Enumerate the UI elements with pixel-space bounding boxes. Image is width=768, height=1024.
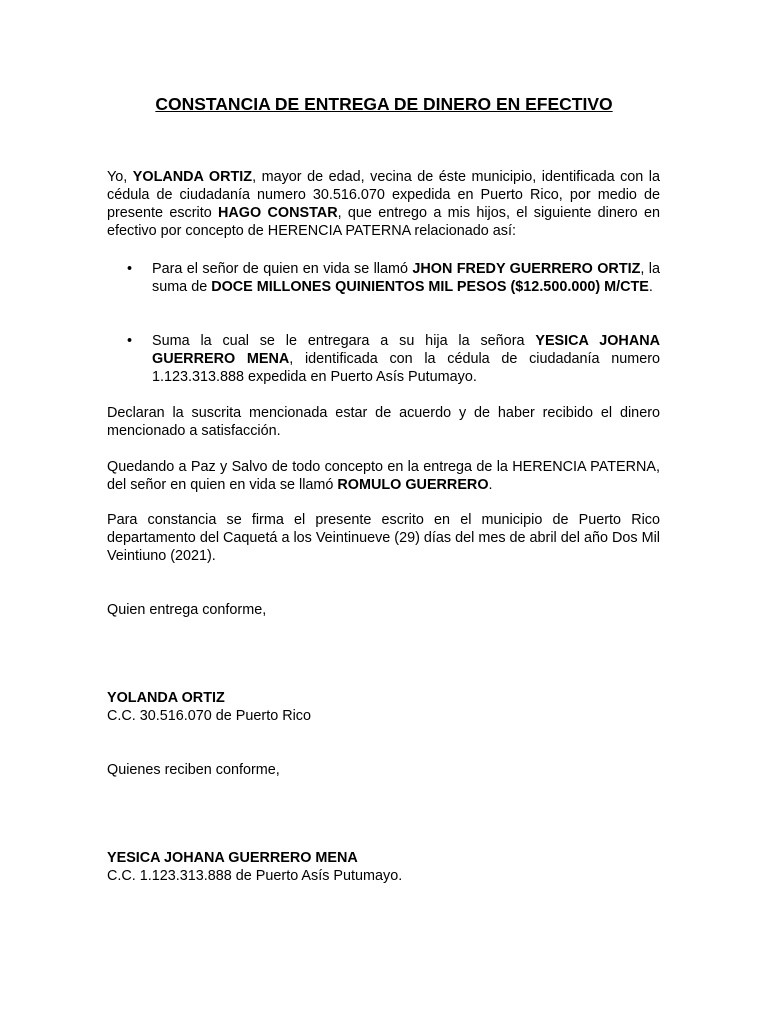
bullet2-text-1: Suma la cual se le entregara a su hija la señora xyxy=(152,333,536,349)
signer2-block xyxy=(107,849,660,885)
bullet-icon: • xyxy=(127,261,133,277)
document-title: CONSTANCIA DE ENTREGA DE DINERO EN EFECTIVO xyxy=(155,94,613,114)
intro-name: YOLANDA ORTIZ xyxy=(132,169,253,185)
signer1-block xyxy=(107,689,660,725)
signer2-id: C.C. 1.123.313.888 de Puerto Asís Putumayo. xyxy=(107,868,403,884)
intro-paragraph xyxy=(107,168,660,240)
bullet1-text-3: . xyxy=(648,279,653,295)
bullet1-bold-name: JHON FREDY GUERRERO ORTIZ xyxy=(412,261,641,277)
intro-hago-constar: HAGO CONSTAR xyxy=(218,205,338,221)
quedando-text-2: . xyxy=(488,477,493,493)
list-item xyxy=(107,332,660,386)
bullet1-text-2: , la suma de xyxy=(152,261,661,295)
quedando-text-1: Quedando a Paz y Salvo de todo concepto en la entrega de la HERENCIA PATERNA, del señor en quien en vida se llamó xyxy=(107,459,660,493)
quienes-reciben-label: Quienes reciben conforme, xyxy=(107,762,280,778)
para-constancia-paragraph: Para constancia se firma el presente escrito en el municipio de Puerto Rico departamento del Caquetá a los Veintinueve (29) días del mes de abril del año Dos Mil Veintiuno (2021). xyxy=(107,512,660,564)
bullet-list-1 xyxy=(107,260,660,296)
bullet2-bold-name: YESICA JOHANA GUERRERO MENA xyxy=(152,333,661,367)
bullet-list-2 xyxy=(107,332,660,386)
intro-text-2: , mayor de edad, vecina de éste municipio, identificada con la cédula de ciudadanía numero 30.516.070 expedida en Puerto Rico, por medio de presente escrito xyxy=(107,169,661,221)
list-item xyxy=(107,260,660,296)
bullet-icon: • xyxy=(127,333,133,349)
signer2-name: YESICA JOHANA GUERRERO MENA xyxy=(107,850,358,866)
signer1-name: YOLANDA ORTIZ xyxy=(107,690,225,706)
signer1-id: C.C. 30.516.070 de Puerto Rico xyxy=(107,708,311,724)
quedando-name: ROMULO GUERRERO xyxy=(337,477,489,493)
intro-text-3: , que entrego a mis hijos, el siguiente dinero en efectivo por concepto de HERENCIA PATERNA relacionado así: xyxy=(107,205,660,239)
quedando-paragraph xyxy=(107,458,660,494)
intro-text-1: Yo, xyxy=(107,169,133,185)
declaran-paragraph: Declaran la suscrita mencionada estar de acuerdo y de haber recibido el dinero mencionado a satisfacción. xyxy=(107,405,660,439)
bullet1-bold-amount: DOCE MILLONES QUINIENTOS MIL PESOS ($12.500.000) M/CTE xyxy=(211,279,649,295)
bullet1-text-1: Para el señor de quien en vida se llamó xyxy=(152,261,413,277)
bullet2-text-2: , identificada con la cédula de ciudadanía numero 1.123.313.888 expedida en Puerto Asís Putumayo. xyxy=(152,351,660,385)
quien-entrega-label: Quien entrega conforme, xyxy=(107,602,267,618)
